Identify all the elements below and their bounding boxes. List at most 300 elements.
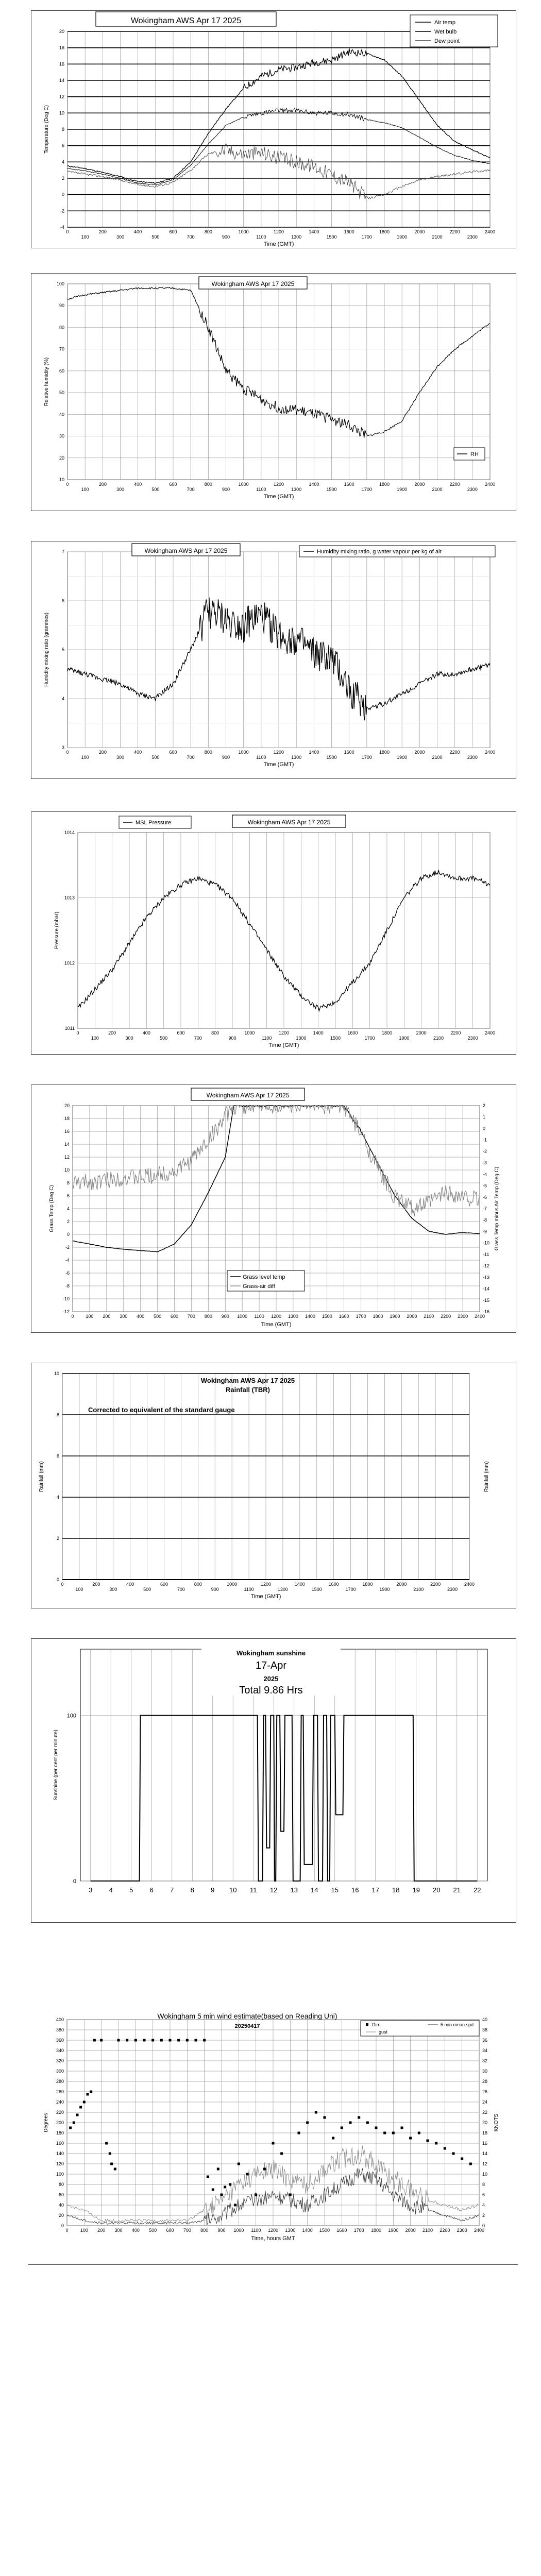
y-tick-label: 6 — [56, 1453, 59, 1459]
x-tick-label: 1800 — [379, 229, 390, 234]
x-tick-label: 1000 — [238, 229, 249, 234]
sunshine-chart — [31, 1639, 516, 1922]
x-tick-label: 900 — [222, 755, 230, 760]
dirn-point — [383, 2132, 386, 2134]
y-tick-label: -2 — [65, 1245, 70, 1250]
legend-label: MSL Pressure — [136, 820, 172, 826]
y-tick-label: 220 — [56, 2110, 64, 2115]
x-tick-label: 900 — [228, 1036, 236, 1041]
dirn-point — [435, 2142, 437, 2145]
x-tick-label: 300 — [125, 1036, 133, 1041]
x-tick-label: 200 — [97, 2228, 106, 2233]
x-tick-label: 1900 — [397, 755, 408, 760]
x-tick-label: 1200 — [270, 1314, 282, 1319]
y-tick-label: 80 — [58, 2182, 64, 2187]
dirn-point — [224, 2186, 226, 2189]
wind-chart-panel — [31, 2009, 515, 2257]
x-tick-label: 2300 — [457, 2228, 467, 2233]
y-tick-label: 180 — [56, 2130, 64, 2136]
x-tick-label: 2300 — [467, 755, 478, 760]
y-tick-label: 6 — [61, 143, 64, 148]
x-tick-label: 1100 — [256, 755, 266, 760]
x-tick-label: 500 — [151, 487, 160, 492]
y-tick-label: 2 — [56, 1536, 59, 1541]
y2-tick-label: -11 — [483, 1251, 489, 1257]
y2-tick-label: 12 — [482, 2161, 488, 2166]
dirn-point — [444, 2147, 446, 2150]
dirn-point — [207, 2176, 209, 2178]
x-tick-label: 2200 — [439, 2228, 450, 2233]
x-tick-label: 100 — [86, 1314, 94, 1319]
chart-subtitle: Rainfall (TBR) — [226, 1386, 270, 1394]
y2-tick-label: -16 — [483, 1309, 490, 1314]
x-tick-label: 11 — [250, 1886, 257, 1894]
x-tick-label: 100 — [91, 1036, 99, 1041]
x-tick-label: 1500 — [311, 1587, 322, 1592]
dirn-point — [392, 2132, 395, 2134]
y-tick-label: 1011 — [64, 1026, 75, 1031]
x-tick-label: 700 — [177, 1587, 185, 1592]
x-tick-label: 1900 — [388, 2228, 399, 2233]
y-tick-label: 40 — [59, 412, 64, 417]
dirn-point — [186, 2039, 189, 2042]
x-tick-label: 0 — [76, 1030, 79, 1036]
x-tick-label: 16 — [351, 1886, 359, 1894]
x-tick-label: 1300 — [291, 755, 302, 760]
y-tick-label: 260 — [56, 2089, 64, 2094]
x-tick-label: 1100 — [250, 2228, 261, 2233]
x-tick-label: 400 — [142, 1030, 150, 1036]
x-tick-label: 2100 — [432, 234, 443, 240]
legend-label: Grass-air diff — [243, 1283, 275, 1290]
y-tick-label: 20 — [58, 2213, 64, 2218]
dirn-point — [93, 2039, 96, 2042]
humidity-chart-panel — [31, 273, 516, 511]
y-tick-label: 7 — [61, 549, 64, 554]
dirn-point — [341, 2127, 343, 2129]
x-tick-label: 1900 — [379, 1587, 390, 1592]
x-tick-label: 2400 — [474, 1314, 485, 1319]
y-axis-label: Grass Temp (Deg C) — [49, 1185, 55, 1232]
dirn-point — [409, 2137, 412, 2140]
y-tick-label: 380 — [56, 2027, 64, 2032]
x-tick-label: 19 — [412, 1886, 420, 1894]
dirn-point — [83, 2101, 86, 2104]
y-tick-label: 30 — [59, 433, 64, 439]
x-tick-label: 600 — [170, 1314, 179, 1319]
x-tick-label: 700 — [187, 1314, 195, 1319]
pressure-chart — [31, 812, 516, 1054]
x-tick-label: 2200 — [450, 1030, 461, 1036]
x-tick-label: 1700 — [364, 1036, 375, 1041]
y-tick-label: 20 — [64, 1103, 70, 1108]
y-tick-label: 400 — [56, 2017, 64, 2022]
y-tick-label: 10 — [59, 477, 64, 482]
x-axis-label: Time (GMT) — [263, 241, 294, 247]
x-tick-label: 2400 — [484, 482, 496, 487]
y2-tick-label: 26 — [482, 2089, 488, 2094]
y-tick-label: 80 — [59, 325, 64, 330]
x-tick-label: 2100 — [424, 1314, 434, 1319]
dirn-point — [151, 2039, 154, 2042]
y-axis-label: Pressure (mbar) — [54, 911, 60, 950]
x-tick-label: 1300 — [291, 487, 302, 492]
dirn-point — [332, 2137, 334, 2140]
x-tick-label: 200 — [92, 1582, 100, 1587]
y-axis-label: Degrees — [43, 2113, 49, 2132]
dirn-point — [160, 2039, 163, 2042]
x-tick-label: 1800 — [362, 1582, 373, 1587]
x-tick-label: 13 — [290, 1886, 298, 1894]
x-tick-label: 300 — [109, 1587, 117, 1592]
x-tick-label: 800 — [204, 750, 212, 755]
chart-title: Wokingham AWS Apr 17 2025 — [130, 16, 242, 25]
x-tick-label: 1500 — [326, 234, 337, 240]
x-tick-label: 500 — [149, 2228, 157, 2233]
y-tick-label: 0 — [61, 192, 64, 197]
x-tick-label: 800 — [211, 1030, 219, 1036]
chart-date: 20250417 — [234, 2023, 260, 2029]
x-tick-label: 1900 — [397, 234, 408, 240]
dirn-point — [349, 2122, 352, 2124]
y-tick-label: 4 — [61, 696, 64, 701]
x-tick-label: 1400 — [309, 482, 319, 487]
x-tick-label: 1700 — [345, 1587, 356, 1592]
dirn-point — [306, 2122, 309, 2124]
dirn-point — [375, 2127, 378, 2129]
x-tick-label: 300 — [116, 487, 125, 492]
x-tick-label: 1000 — [238, 750, 249, 755]
x-axis-label: Time (GMT) — [250, 1594, 281, 1600]
x-tick-label: 600 — [169, 229, 177, 234]
x-tick-label: 1800 — [370, 2228, 382, 2233]
dirn-point — [212, 2189, 214, 2191]
temperature-chart — [31, 11, 516, 248]
x-tick-label: 2200 — [449, 229, 460, 234]
x-tick-label: 0 — [66, 750, 69, 755]
y-tick-label: 6 — [66, 1193, 70, 1198]
x-tick-label: 1900 — [397, 487, 408, 492]
x-tick-label: 1400 — [309, 750, 319, 755]
x-tick-label: 1000 — [227, 1582, 238, 1587]
x-tick-label: 200 — [98, 229, 107, 234]
y-tick-label: 8 — [61, 127, 64, 132]
x-tick-label: 1600 — [344, 229, 354, 234]
x-tick-label: 700 — [187, 234, 195, 240]
y-tick-label: 12 — [59, 94, 64, 99]
dirn-point — [427, 2140, 429, 2142]
x-tick-label: 1100 — [244, 1587, 254, 1592]
x-tick-label: 600 — [160, 1582, 168, 1587]
y-tick-label: -6 — [65, 1270, 70, 1276]
x-tick-label: 500 — [143, 1587, 151, 1592]
legend-label: Dew point — [434, 38, 460, 44]
y-tick-label: 0 — [56, 1577, 59, 1582]
y2-tick-label: -10 — [483, 1240, 490, 1246]
x-tick-label: 2300 — [467, 1036, 478, 1041]
x-tick-label: 900 — [217, 2228, 226, 2233]
y2-tick-label: 30 — [482, 2069, 488, 2074]
y-tick-label: 280 — [56, 2079, 64, 2084]
x-tick-label: 1000 — [238, 482, 249, 487]
y-tick-label: 12 — [64, 1155, 70, 1160]
x-tick-label: 500 — [154, 1314, 162, 1319]
y2-tick-label: 2 — [483, 1103, 486, 1108]
x-tick-label: 1600 — [336, 2228, 347, 2233]
x-tick-label: 300 — [116, 234, 125, 240]
x-tick-label: 2200 — [441, 1314, 451, 1319]
x-tick-label: 900 — [222, 234, 230, 240]
x-tick-label: 300 — [120, 1314, 128, 1319]
y-tick-label: 60 — [59, 368, 64, 374]
x-axis-label: Time (GMT) — [268, 1042, 299, 1048]
x-tick-label: 2100 — [422, 2228, 433, 2233]
dirn-point — [452, 2153, 455, 2155]
x-tick-label: 14 — [311, 1886, 318, 1894]
x-tick-label: 2400 — [484, 1030, 496, 1036]
x-tick-label: 1200 — [267, 2228, 279, 2233]
y2-tick-label: 18 — [482, 2130, 488, 2136]
y2-tick-label: 0 — [482, 2223, 485, 2228]
y2-tick-label: -9 — [483, 1229, 487, 1234]
y-tick-label: 8 — [56, 1412, 59, 1417]
x-tick-label: 7 — [170, 1886, 174, 1894]
x-tick-label: 1400 — [302, 2228, 313, 2233]
x-tick-label: 2100 — [432, 487, 443, 492]
x-tick-label: 2100 — [413, 1587, 424, 1592]
x-tick-label: 2000 — [396, 1582, 407, 1587]
y2-tick-label: 34 — [482, 2048, 488, 2053]
y-axis-label: Temperature (Deg C) — [44, 105, 49, 154]
y-tick-label: 120 — [56, 2161, 64, 2166]
chart-total: Total 9.86 Hrs — [239, 1685, 303, 1696]
y-tick-label: 140 — [56, 2151, 64, 2156]
chart-annotation: Corrected to equivalent of the standard gauge — [88, 1406, 235, 1414]
y-tick-label: 0 — [61, 2223, 64, 2228]
x-tick-label: 100 — [80, 2228, 88, 2233]
x-tick-label: 100 — [81, 487, 89, 492]
y-tick-label: 300 — [56, 2069, 64, 2074]
x-tick-label: 600 — [166, 2228, 174, 2233]
x-tick-label: 22 — [474, 1886, 481, 1894]
sunshine-chart-panel — [31, 1638, 516, 1923]
y-tick-label: 20 — [59, 29, 64, 34]
y-axis-label: Sunshine (per cent per minute) — [53, 1730, 59, 1801]
x-tick-label: 1100 — [261, 1036, 272, 1041]
y2-tick-label: 32 — [482, 2058, 488, 2063]
y2-tick-label: 2 — [482, 2213, 485, 2218]
legend-label: RH — [470, 451, 479, 457]
x-tick-label: 500 — [160, 1036, 168, 1041]
y-tick-label: 18 — [64, 1116, 70, 1121]
x-tick-label: 2000 — [405, 2228, 416, 2233]
y-tick-label: 1013 — [64, 895, 75, 901]
grass-temp-chart-panel — [31, 1084, 516, 1333]
x-tick-label: 2000 — [414, 229, 425, 234]
y-tick-label: 1014 — [64, 830, 75, 835]
dirn-point — [255, 2194, 257, 2196]
y-tick-label: 14 — [59, 78, 64, 83]
x-tick-label: 100 — [81, 234, 89, 240]
x-tick-label: 2400 — [464, 1582, 475, 1587]
y-tick-label: 40 — [58, 2202, 64, 2208]
y2-tick-label: -4 — [483, 1172, 487, 1177]
x-tick-label: 1100 — [254, 1314, 264, 1319]
y2-tick-label: 28 — [482, 2079, 488, 2084]
x-tick-label: 9 — [211, 1886, 215, 1894]
x-tick-label: 800 — [200, 2228, 209, 2233]
y-tick-label: 10 — [59, 110, 64, 116]
x-tick-label: 1200 — [273, 750, 284, 755]
x-tick-label: 0 — [71, 1314, 74, 1319]
x-tick-label: 15 — [331, 1886, 339, 1894]
y2-axis-label: Grass Temp minus Air Temp (Deg C) — [494, 1166, 500, 1251]
dirn-point — [76, 2114, 79, 2116]
dirn-point — [418, 2132, 420, 2134]
x-tick-label: 21 — [453, 1886, 461, 1894]
x-tick-label: 700 — [194, 1036, 202, 1041]
dirn-point — [289, 2194, 292, 2196]
x-tick-label: 4 — [109, 1886, 113, 1894]
x-tick-label: 1000 — [237, 1314, 248, 1319]
y-tick-label: 340 — [56, 2048, 64, 2053]
dirn-point — [358, 2116, 360, 2119]
dirn-point — [87, 2093, 89, 2096]
x-tick-label: 1900 — [399, 1036, 410, 1041]
dirn-point — [461, 2158, 463, 2160]
x-tick-label: 2200 — [449, 750, 460, 755]
y-axis-label: Relative humidity (%) — [44, 357, 49, 406]
x-tick-label: 900 — [221, 1314, 229, 1319]
y2-tick-label: -5 — [483, 1183, 487, 1189]
y-tick-label: 100 — [56, 2172, 64, 2177]
dirn-point — [110, 2163, 113, 2165]
x-tick-label: 1400 — [305, 1314, 315, 1319]
x-tick-label: 900 — [211, 1587, 219, 1592]
bottom-rule — [28, 2264, 518, 2265]
y-tick-label: 240 — [56, 2099, 64, 2105]
x-tick-label: 800 — [204, 482, 212, 487]
x-tick-label: 700 — [187, 487, 195, 492]
y-tick-label: 4 — [66, 1206, 70, 1211]
y-tick-label: 6 — [61, 598, 64, 603]
x-tick-label: 1000 — [233, 2228, 244, 2233]
legend-label: Grass level temp — [243, 1274, 285, 1280]
y-tick-label: 3 — [61, 745, 64, 750]
y-tick-label: 360 — [56, 2038, 64, 2043]
dirn-point — [229, 2183, 231, 2186]
x-tick-label: 1300 — [285, 2228, 296, 2233]
dirn-point — [134, 2039, 137, 2042]
y-tick-label: 8 — [66, 1180, 70, 1185]
rainfall-chart — [31, 1363, 516, 1608]
x-tick-label: 2300 — [447, 1587, 458, 1592]
x-tick-label: 1800 — [373, 1314, 383, 1319]
x-tick-label: 400 — [137, 1314, 145, 1319]
x-tick-label: 1500 — [322, 1314, 332, 1319]
x-tick-label: 1500 — [326, 755, 337, 760]
rainfall-chart-panel — [31, 1363, 516, 1608]
x-tick-label: 2400 — [484, 229, 496, 234]
x-tick-label: 1100 — [256, 487, 266, 492]
y2-tick-label: -3 — [483, 1160, 487, 1166]
x-tick-label: 300 — [116, 755, 125, 760]
y2-tick-label: 6 — [482, 2192, 485, 2197]
dirn-point — [272, 2142, 275, 2145]
dirn-point — [401, 2127, 403, 2129]
dirn-point — [263, 2168, 266, 2171]
x-tick-label: 500 — [151, 755, 160, 760]
dirn-point — [315, 2111, 317, 2114]
dirn-point — [177, 2039, 180, 2042]
dirn-point — [114, 2168, 116, 2171]
dirn-point — [234, 2204, 236, 2207]
x-tick-label: 1500 — [330, 1036, 341, 1041]
x-tick-label: 3 — [89, 1886, 93, 1894]
legend-label: Air temp — [434, 20, 455, 26]
y-tick-label: 90 — [59, 303, 64, 309]
x-tick-label: 2000 — [407, 1314, 417, 1319]
x-tick-label: 1500 — [326, 487, 337, 492]
x-tick-label: 1000 — [244, 1030, 255, 1036]
y-tick-label: 320 — [56, 2058, 64, 2063]
y-tick-label: 16 — [64, 1129, 70, 1134]
x-tick-label: 2400 — [474, 2228, 485, 2233]
chart-year: 2025 — [263, 1675, 279, 1683]
y-tick-label: 20 — [59, 455, 64, 461]
x-tick-label: 0 — [61, 1582, 64, 1587]
x-tick-label: 2400 — [484, 750, 496, 755]
x-tick-label: 1400 — [309, 229, 319, 234]
x-tick-label: 200 — [103, 1314, 111, 1319]
y2-tick-label: -6 — [483, 1194, 487, 1200]
y2-tick-label: -1 — [483, 1137, 487, 1143]
y2-tick-label: 10 — [482, 2172, 488, 2177]
x-tick-label: 2000 — [416, 1030, 427, 1036]
legend-label: Wet bulb — [434, 29, 457, 35]
y2-tick-label: 16 — [482, 2141, 488, 2146]
x-tick-label: 1300 — [291, 234, 302, 240]
chart-title: Wokingham sunshine — [236, 1649, 306, 1657]
y-tick-label: 70 — [59, 346, 64, 352]
dirn-point — [69, 2127, 72, 2129]
chart-title: Wokingham 5 min wind estimate(based on Reading Uni) — [157, 2012, 337, 2020]
grass-temp-chart — [31, 1085, 516, 1332]
chart-title: Wokingham AWS Apr 17 2025 — [247, 819, 331, 826]
y2-tick-label: -15 — [483, 1297, 490, 1303]
x-tick-label: 5 — [129, 1886, 133, 1894]
x-tick-label: 2300 — [458, 1314, 468, 1319]
y2-tick-label: -2 — [483, 1148, 487, 1154]
x-tick-label: 1400 — [294, 1582, 305, 1587]
x-tick-label: 1600 — [347, 1030, 358, 1036]
y2-tick-label: 38 — [482, 2027, 488, 2032]
y-tick-label: 5 — [61, 647, 64, 652]
x-tick-label: 1200 — [278, 1030, 290, 1036]
x-tick-label: 2200 — [449, 482, 460, 487]
temperature-chart-panel — [31, 10, 516, 248]
x-tick-label: 1300 — [288, 1314, 298, 1319]
x-tick-label: 2000 — [414, 750, 425, 755]
x-tick-label: 1500 — [319, 2228, 330, 2233]
y2-tick-label: 24 — [482, 2099, 488, 2105]
dirn-point — [217, 2168, 219, 2171]
mixing-ratio-chart-panel — [31, 541, 516, 779]
x-tick-label: 800 — [194, 1582, 202, 1587]
dirn-point — [143, 2039, 146, 2042]
x-tick-label: 400 — [131, 2228, 140, 2233]
x-tick-label: 200 — [98, 750, 107, 755]
